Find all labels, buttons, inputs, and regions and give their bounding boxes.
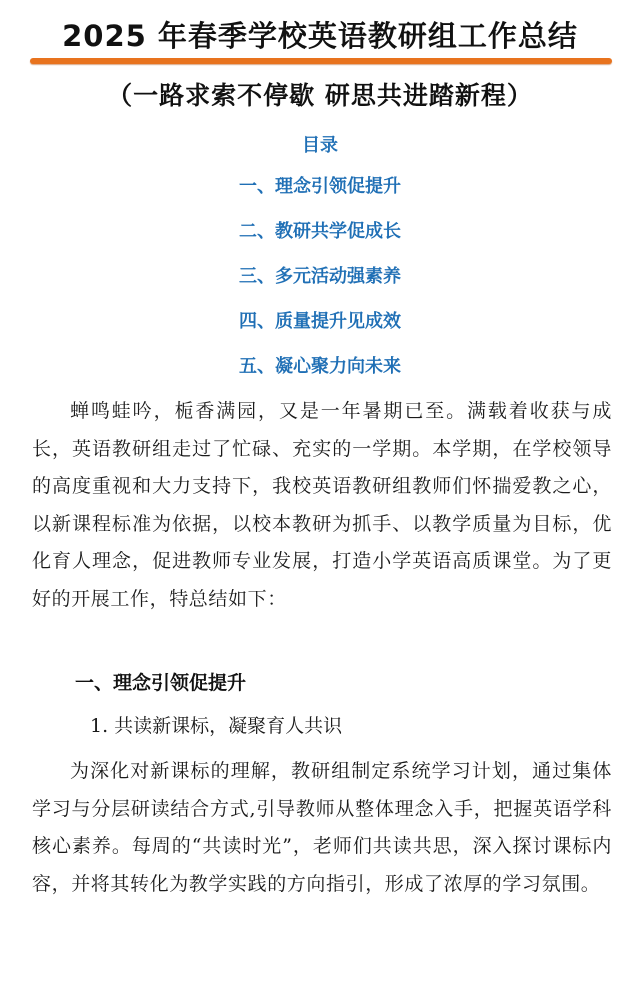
document-title: 2025 年春季学校英语教研组工作总结 (62, 19, 578, 53)
toc-item-4[interactable]: 四、质量提升见成效 (239, 311, 401, 332)
toc-item-3[interactable]: 三、多元活动强素养 (239, 266, 401, 287)
toc-heading[interactable]: 目录 (302, 135, 338, 156)
toc-list (0, 175, 640, 400)
subsection-heading-1-1: 1. 共读新课标，凝聚育人共识 (90, 715, 343, 737)
toc-item-1[interactable]: 一、理念引领促提升 (239, 176, 401, 197)
toc-item-2[interactable]: 二、教研共学促成长 (239, 221, 401, 242)
title-underline (30, 58, 612, 64)
document-subtitle: （一路求索不停歇 研思共进踏新程） (107, 81, 533, 110)
intro-paragraph: 蝉鸣蛙吟，栀香满园，又是一年暑期已至。满载着收获与成长，英语教研组走过了忙碌、充实的一学期。本学期，在学校领导的高度重视和大力支持下，我校英语教研组教师们怀揣爱教之心，以新课程标准为依据，以校本教研为抓手、以教学质量为目标，优化育人理念，促进教师专业发展，打造小学英语高质课堂。为了更好的开展工作，特总结如下： (32, 400, 612, 610)
section-1-1-paragraph: 为深化对新课标的理解，教研组制定系统学习计划，通过集体学习与分层研读结合方式,引导教师从整体理念入手，把握英语学科核心素养。每周的“共读时光”，老师们共读共思，深入探讨课标内容，并将其转化为教学实践的方向指引，形成了浓厚的学习氛围。 (32, 760, 612, 895)
section-heading-1: 一、理念引领促提升 (75, 672, 247, 694)
toc-item-5[interactable]: 五、凝心聚力向未来 (239, 356, 401, 377)
